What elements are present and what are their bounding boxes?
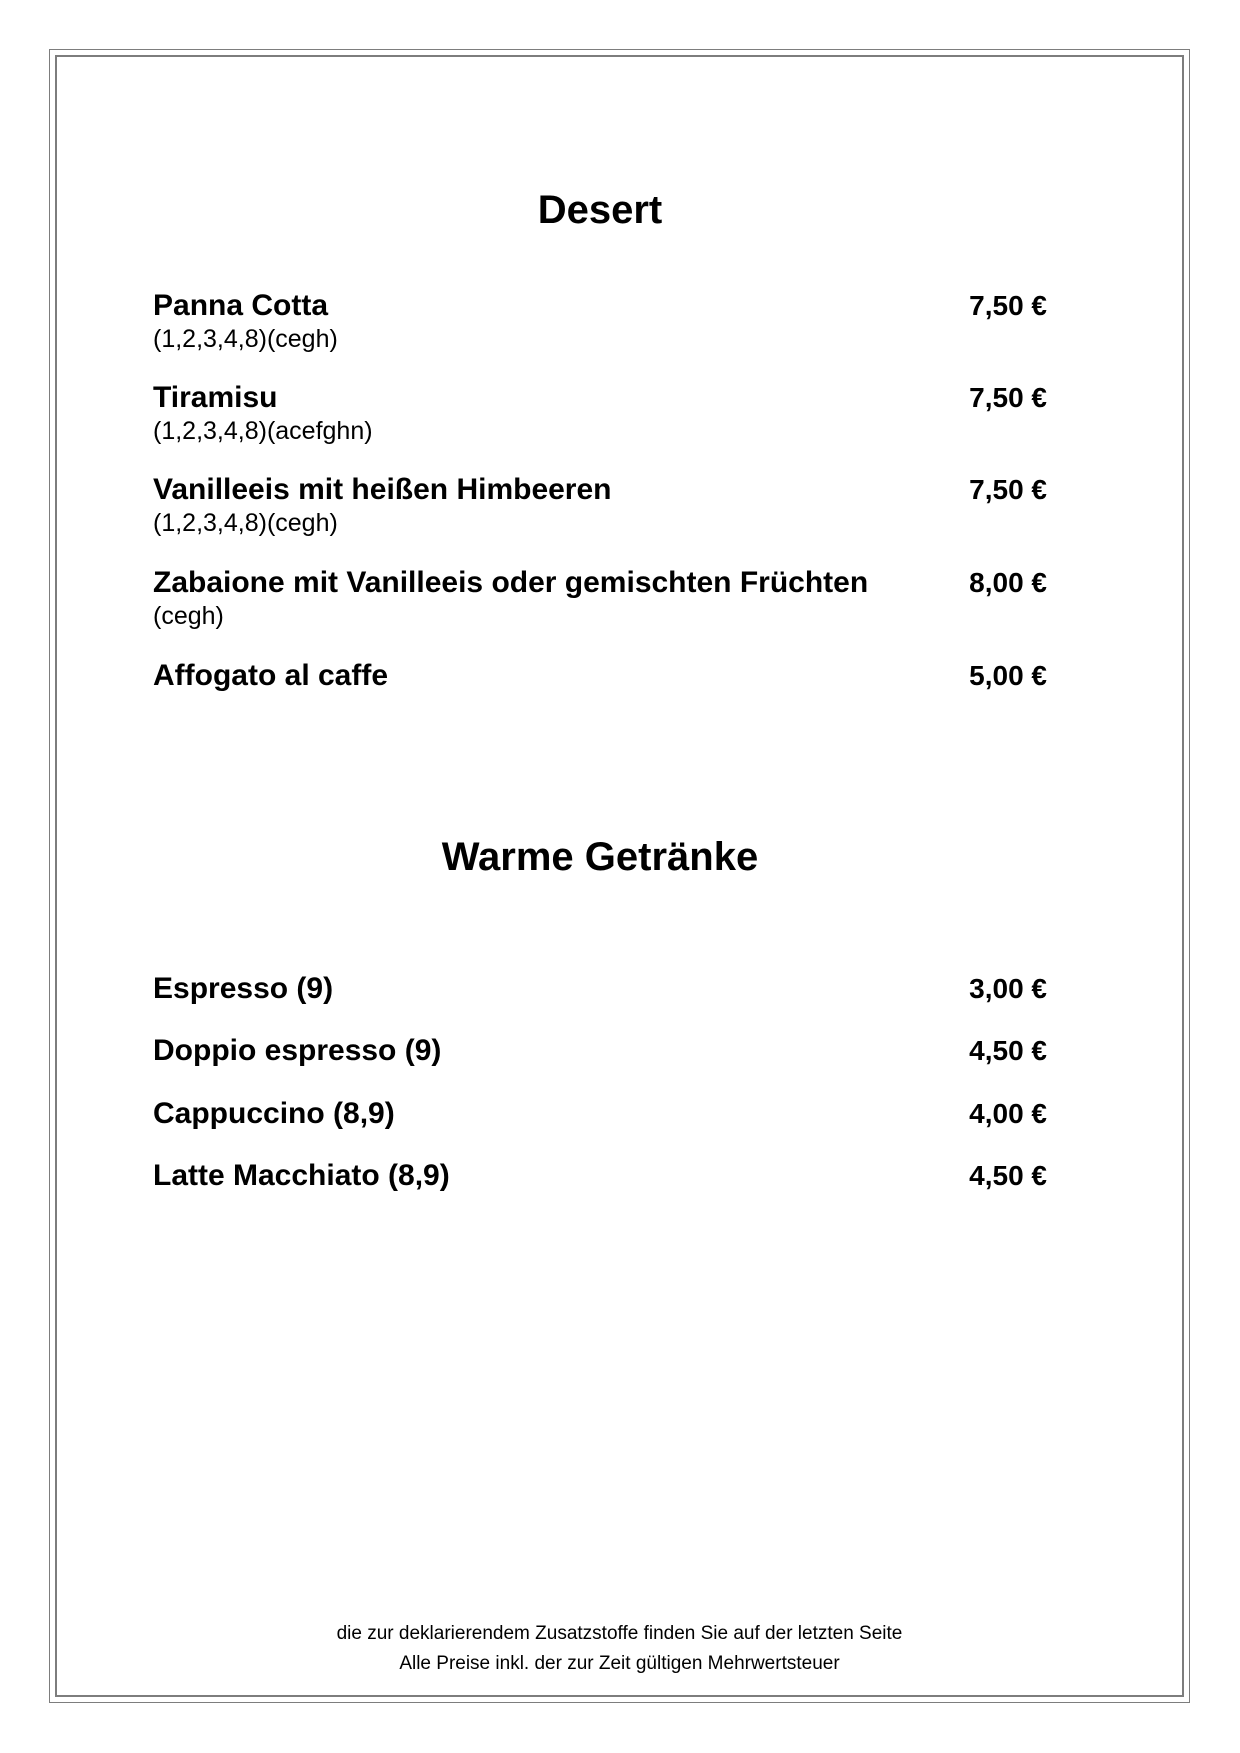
footer-note [49,1619,1190,1679]
menu-item-espresso [153,974,1047,1004]
item-price: 7,50 € [969,474,1047,505]
item-price: 4,50 € [969,1160,1047,1191]
item-row [153,383,1047,413]
menu-item-cappuccino [153,1099,1047,1129]
item-name: Vanilleeis mit heißen Himbeeren [153,473,612,506]
item-allergens: (1,2,3,4,8)(cegh) [153,325,338,353]
item-row [153,974,1047,1004]
item-row [153,661,1047,691]
section-title-warme-getraenke: Warme Getränke [441,835,759,879]
item-price: 7,50 € [969,290,1047,321]
item-name: Tiramisu [153,381,278,414]
item-row [153,568,1047,598]
menu-item-vanilleeis [153,475,1047,536]
menu-item-zabaione [153,568,1047,629]
footer-note-line2: Alle Preise inkl. der zur Zeit gültigen Mehrwertsteuer [399,1653,840,1674]
item-name: Panna Cotta [153,289,329,322]
item-name: Espresso (9) [153,972,334,1005]
item-price: 3,00 € [969,973,1047,1004]
item-row [153,291,1047,321]
item-allergens: (1,2,3,4,8)(acefghn) [153,417,373,445]
item-price: 4,00 € [969,1098,1047,1129]
item-row [153,1161,1047,1191]
item-price: 4,50 € [969,1035,1047,1066]
section-title-desert: Desert [537,188,663,232]
item-name: Doppio espresso (9) [153,1034,442,1067]
item-row [153,1036,1047,1066]
item-price: 8,00 € [969,567,1047,598]
item-allergens: (1,2,3,4,8)(cegh) [153,509,338,537]
item-name: Cappuccino (8,9) [153,1097,395,1130]
item-row [153,475,1047,505]
menu-item-tiramisu [153,383,1047,444]
menu-item-latte-macchiato [153,1161,1047,1191]
item-name: Latte Macchiato (8,9) [153,1159,450,1192]
item-price: 7,50 € [969,382,1047,413]
item-name: Zabaione mit Vanilleeis oder gemischten Früchten [153,566,869,599]
menu-item-panna-cotta [153,291,1047,352]
menu-item-affogato [153,661,1047,691]
item-name: Affogato al caffe [153,659,389,692]
item-allergens: (cegh) [153,602,224,630]
footer-note-line1: die zur deklarierendem Zusatzstoffe finden Sie auf der letzten Seite [336,1623,903,1644]
item-row [153,1099,1047,1129]
menu-item-doppio-espresso [153,1036,1047,1066]
item-price: 5,00 € [969,660,1047,691]
